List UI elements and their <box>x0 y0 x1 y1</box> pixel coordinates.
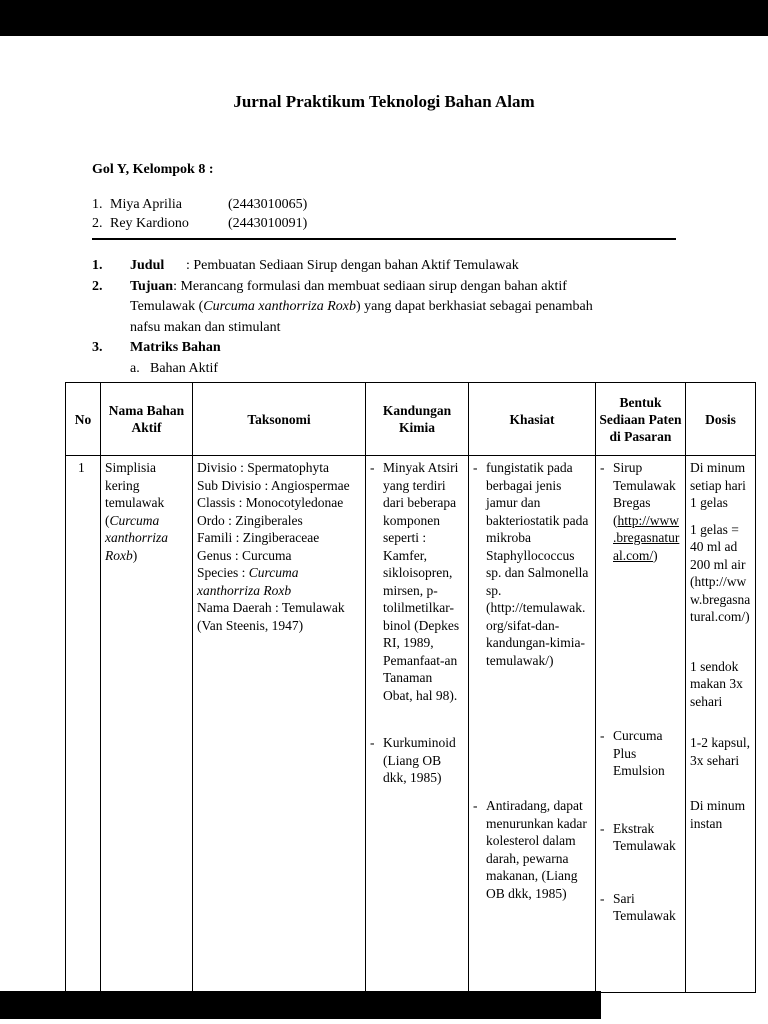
dash-bullet: - <box>370 460 375 475</box>
taksonomi-line: Genus : Curcuma <box>197 547 292 563</box>
kandungan-item <box>370 459 464 704</box>
dash-bullet: - <box>473 460 478 475</box>
column-header-no: No <box>66 383 101 456</box>
bentuk-item-text: ) <box>653 547 658 563</box>
section-judul <box>92 256 676 277</box>
subsection-bahan-aktif <box>130 359 676 380</box>
member-list <box>92 195 676 233</box>
taksonomi-line: Sub Divisio : Angiospermae <box>197 477 350 493</box>
table-row <box>66 456 756 993</box>
column-header-dosis: Dosis <box>686 383 756 456</box>
top-redaction-bar <box>0 0 768 36</box>
subsection-label: Bahan Aktif <box>150 360 219 376</box>
cell-kandungan-kimia <box>366 456 469 993</box>
species-name-italic: Curcuma xanthorriza Roxb <box>197 565 299 598</box>
subsection-letter: a. <box>130 360 140 376</box>
cell-dosis <box>686 456 756 993</box>
cell-khasiat <box>469 456 596 993</box>
taksonomi-line: Famili : Zingiberaceae <box>197 530 320 545</box>
khasiat-item-text: Antiradang, dapat menurunkan kadar kolesterol dalam darah, pewarna makanan, (Liang OB dkk, 1985) <box>486 798 587 901</box>
bentuk-item-text <box>613 459 681 564</box>
dosis-paragraph: 1 gelas = 40 ml ad 200 ml air (http://www.bregasnatural.com/) <box>690 521 751 624</box>
section-tujuan-text: ) yang dapat berkhasiat sebagai penambah nafsu makan dan stimulant <box>130 299 593 335</box>
dash-bullet: - <box>370 735 375 750</box>
bentuk-item-text: Sirup Temulawak Bregas ( <box>613 460 676 528</box>
member-number: 1. <box>92 197 103 212</box>
nama-text: Simplisia kering temulawak ( <box>105 460 165 528</box>
dosis-paragraph: Di minum instan <box>690 798 746 831</box>
member-name: Rey Kardiono <box>110 216 189 231</box>
member-name: Miya Aprilia <box>110 197 182 212</box>
kandungan-item-text: Kurkuminoid (Liang OB dkk, 1985) <box>383 735 456 785</box>
section-tujuan-text: : Merancang formulasi dan membuat sediaan sirup dengan bahan aktif Temulawak ( <box>130 278 567 314</box>
column-header-kandungan-kimia: Kandungan Kimia <box>366 383 469 456</box>
column-header-bentuk-sediaan: Bentuk Sediaan Paten di Pasaran <box>596 383 686 456</box>
section-judul-text: : Pembuatan Sediaan Sirup dengan bahan Aktif Temulawak <box>186 258 519 273</box>
dosis-paragraph: 1 sendok makan 3x sehari <box>690 658 743 709</box>
table-header-row <box>66 383 756 456</box>
taksonomi-line: Nama Daerah : Temulawak (Van Steenis, 1947) <box>197 600 345 633</box>
section-number: 3. <box>92 340 103 355</box>
bentuk-item <box>600 820 681 855</box>
kandungan-item-text: Minyak Atsiri yang terdiri dari beberapa komponen seperti : Kamfer, sikloisopren, mirsen, p-tolilmetilkar-binol (Depkes RI, 1989, Pemanfaat-an Tanaman Obat, hal 98). <box>383 460 460 703</box>
list-item <box>92 195 676 214</box>
section-tujuan-label: Tujuan <box>130 278 174 294</box>
section-matriks-label: Matriks Bahan <box>130 340 221 355</box>
dosis-paragraph: Di minum setiap hari 1 gelas <box>690 460 746 510</box>
khasiat-item <box>473 459 591 669</box>
dash-bullet: - <box>600 728 605 743</box>
bentuk-item <box>600 727 681 780</box>
bahan-aktif-table <box>65 382 756 993</box>
section-list <box>92 256 676 379</box>
column-header-taksonomi: Taksonomi <box>193 383 366 456</box>
bentuk-item <box>600 890 681 925</box>
group-heading: Gol Y, Kelompok 8 : <box>92 162 214 177</box>
section-tujuan-body <box>130 277 612 339</box>
list-item <box>92 214 676 233</box>
cell-no: 1 <box>66 456 101 993</box>
taksonomi-line: Ordo : Zingiberales <box>197 512 303 528</box>
section-matriks <box>92 338 676 359</box>
bentuk-item-text: Sari Temulawak <box>613 890 676 923</box>
column-header-nama-bahan-aktif: Nama Bahan Aktif <box>101 383 193 456</box>
column-header-khasiat: Khasiat <box>469 383 596 456</box>
cell-bentuk-sediaan <box>596 456 686 993</box>
taksonomi-line: Divisio : Spermatophyta <box>197 460 329 475</box>
bregas-url-link[interactable]: http://www.bregasnatural.com/ <box>613 512 680 563</box>
member-number: 2. <box>92 216 103 231</box>
bentuk-item-text: Curcuma Plus Emulsion <box>613 728 665 778</box>
taksonomi-line-species <box>197 564 361 599</box>
nama-text: ) <box>132 547 138 563</box>
bottom-redaction-bar <box>0 991 601 1019</box>
section-number: 1. <box>92 258 103 273</box>
dash-bullet: - <box>600 890 605 906</box>
section-judul-body <box>130 256 612 277</box>
khasiat-item <box>473 797 591 902</box>
member-id: (2443010091) <box>228 216 308 231</box>
section-number: 2. <box>92 278 103 294</box>
divider <box>92 238 676 240</box>
dash-bullet: - <box>600 820 605 836</box>
taksonomi-line: Classis : Monocotyledonae <box>197 495 344 510</box>
bentuk-item <box>600 459 681 564</box>
khasiat-item-text: fungistatik pada berbagai jenis jamur dan bakteriostatik pada mikroba Staphyllococcus sp. dan Salmonella sp. (http://temulawak.org/sifat-dan-kandungan-kimia-temulawak/) <box>486 460 589 668</box>
kandungan-item <box>370 734 464 787</box>
species-name-italic: Curcuma xanthorriza Roxb <box>105 512 169 563</box>
document-body <box>92 162 676 379</box>
species-name-italic: Curcuma xanthorriza Roxb <box>203 299 356 314</box>
member-id: (2443010065) <box>228 197 308 212</box>
bentuk-item-text: Ekstrak Temulawak <box>613 820 676 853</box>
section-tujuan <box>92 277 676 339</box>
taksonomi-species-prefix: Species : <box>197 565 249 580</box>
cell-taksonomi <box>193 456 366 993</box>
cell-nama-bahan-aktif <box>101 456 193 993</box>
dash-bullet: - <box>473 798 478 813</box>
page-title: Jurnal Praktikum Teknologi Bahan Alam <box>233 92 535 111</box>
dosis-paragraph: 1-2 kapsul, 3x sehari <box>690 735 750 768</box>
section-judul-label: Judul <box>130 258 165 273</box>
dash-bullet: - <box>600 460 605 475</box>
